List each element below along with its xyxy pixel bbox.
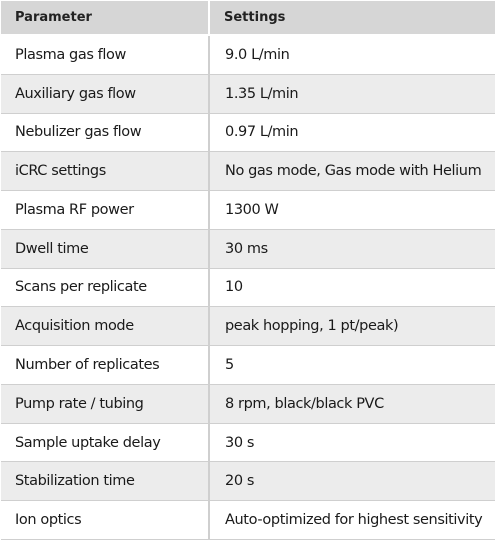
table-row [1,501,495,540]
table-row [1,307,495,346]
setting-cell: peak hopping, 1 pt/peak) [209,307,495,346]
parameter-cell: Pump rate / tubing [1,384,209,423]
setting-cell: 0.97 L/min [209,113,495,152]
table-row [1,113,495,152]
table-row [1,35,495,74]
table-row [1,152,495,191]
setting-cell: Auto-optimized for highest sensitivity [209,501,495,540]
setting-cell: 30 s [209,423,495,462]
parameter-cell: Number of replicates [1,346,209,385]
parameter-cell: Plasma RF power [1,191,209,230]
setting-cell: No gas mode, Gas mode with Helium [209,152,495,191]
parameter-cell: Sample uptake delay [1,423,209,462]
table-row [1,268,495,307]
setting-cell: 30 ms [209,229,495,268]
setting-cell: 8 rpm, black/black PVC [209,384,495,423]
parameter-cell: Stabilization time [1,462,209,501]
parameter-cell: Dwell time [1,229,209,268]
table-row [1,74,495,113]
table-row [1,384,495,423]
table-row [1,423,495,462]
table-row [1,229,495,268]
setting-cell: 1300 W [209,191,495,230]
parameter-cell: iCRC settings [1,152,209,191]
table-row [1,191,495,230]
parameters-table [1,1,495,540]
setting-cell: 5 [209,346,495,385]
parameter-cell: Ion optics [1,501,209,540]
settings-column-header: Settings [209,1,495,35]
parameter-cell: Nebulizer gas flow [1,113,209,152]
setting-cell: 1.35 L/min [209,74,495,113]
setting-cell: 10 [209,268,495,307]
parameter-cell: Auxiliary gas flow [1,74,209,113]
setting-cell: 9.0 L/min [209,35,495,74]
header-row [1,1,495,35]
table-row [1,462,495,501]
setting-cell: 20 s [209,462,495,501]
table-row [1,346,495,385]
parameter-cell: Plasma gas flow [1,35,209,74]
parameter-cell: Scans per replicate [1,268,209,307]
parameter-column-header: Parameter [1,1,209,35]
parameter-cell: Acquisition mode [1,307,209,346]
